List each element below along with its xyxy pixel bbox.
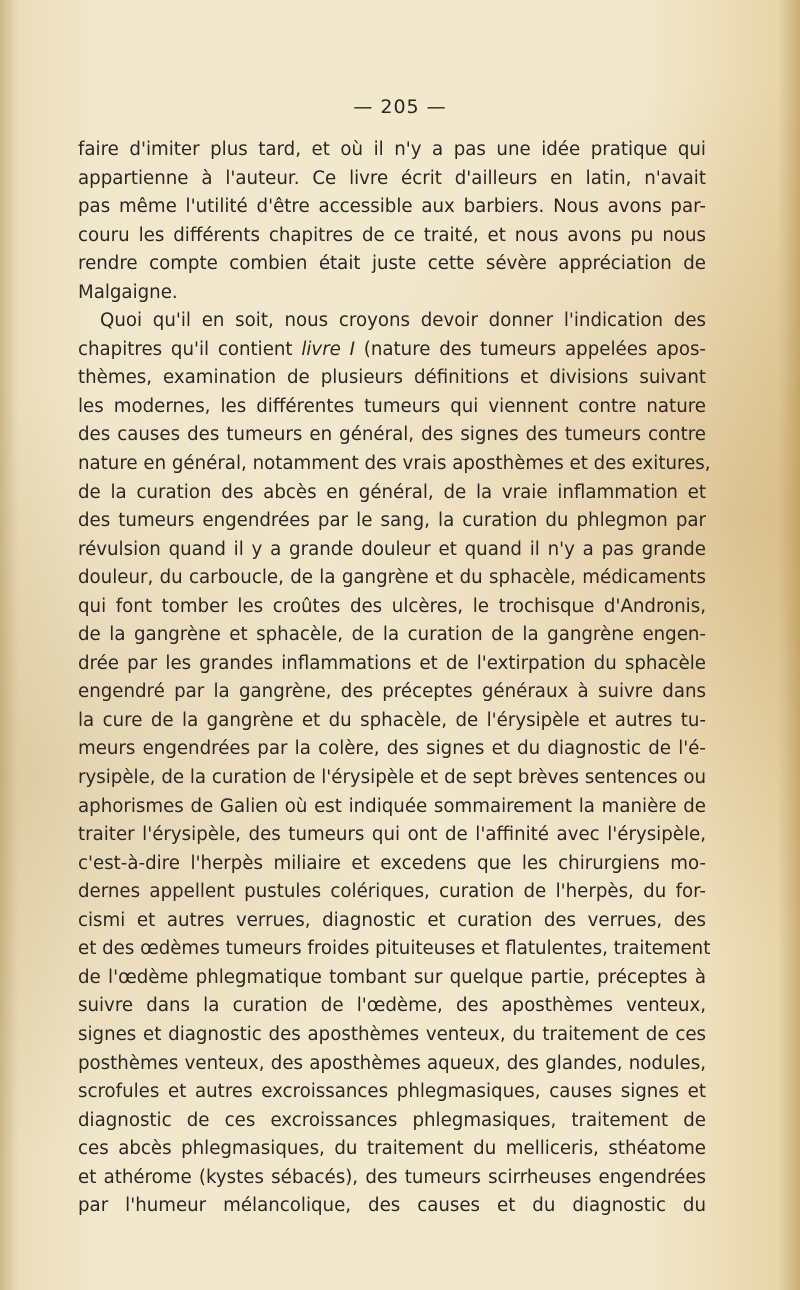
text-line: rysipèle, de la curation de l'érysipèle et de sept brèves sentences ou <box>78 767 706 789</box>
text-line: traiter l'érysipèle, des tumeurs qui ont de l'affinité avec l'érysipèle, <box>78 824 706 846</box>
text-line: et athérome (kystes sébacés), des tumeurs scirrheuses engendrées <box>78 1166 706 1188</box>
text-line: révulsion quand il y a grande douleur et quand il n'y a pas grande <box>78 538 706 560</box>
text-line: de la curation des abcès en général, de la vraie inflammation et <box>78 481 706 503</box>
text-line: aphorismes de Galien où est indiquée sommairement la manière de <box>78 795 706 817</box>
text-line: qui font tomber les croûtes des ulcères, le trochisque d'Andronis, <box>78 595 706 617</box>
text-line: de la gangrène et sphacèle, de la curation de la gangrène engen- <box>78 624 706 646</box>
text-line: scrofules et autres excroissances phlegmasiques, causes signes et <box>78 1081 706 1103</box>
text-line: faire d'imiter plus tard, et où il n'y a pas une idée pratique qui <box>78 139 706 160</box>
text-line: engendré par la gangrène, des préceptes généraux à suivre dans <box>78 681 706 703</box>
text-line: meurs engendrées par la colère, des signes et du diagnostic de l'é- <box>78 738 706 760</box>
text-line: douleur, du carboucle, de la gangrène et du sphacèle, médicaments <box>78 567 706 589</box>
text-line: cismi et autres verrues, diagnostic et curation des verrues, des <box>78 909 706 931</box>
text-segment: (nature des tumeurs appelées apos- <box>355 338 706 360</box>
body-text <box>78 136 711 1221</box>
text-line: Malgaigne. <box>78 281 178 303</box>
text-line: pas même l'utilité d'être accessible aux barbiers. Nous avons par- <box>78 196 706 218</box>
text-line: thèmes, examination de plusieurs définitions et divisions suivant <box>78 367 706 389</box>
text-line: la cure de la gangrène et du sphacèle, de l'érysipèle et autres tu- <box>78 709 706 731</box>
text-line: signes et diagnostic des aposthèmes venteux, du traitement de ces <box>78 1023 706 1045</box>
text-line: couru les différents chapitres de ce traité, et nous avons pu nous <box>78 224 706 246</box>
page-edge-right <box>778 0 800 1290</box>
text-line: et des œdèmes tumeurs froides pituiteuses et flatulentes, traitement <box>78 938 711 960</box>
text-line: nature en général, notamment des vrais aposthèmes et des exitures, <box>78 453 711 475</box>
text-line: appartienne à l'auteur. Ce livre écrit d'ailleurs en latin, n'avait <box>78 167 706 189</box>
text-line: des tumeurs engendrées par le sang, la curation du phlegmon par <box>78 510 706 532</box>
text-line-with-italic <box>78 336 706 365</box>
text-line: posthèmes venteux, des aposthèmes aqueux, des glandes, nodules, <box>78 1052 706 1074</box>
italic-title: livre I <box>301 338 355 360</box>
text-line: les modernes, les différentes tumeurs qui viennent contre nature <box>78 395 706 417</box>
text-line: diagnostic de ces excroissances phlegmasiques, traitement de <box>78 1109 706 1131</box>
text-line: des causes des tumeurs en général, des signes des tumeurs contre <box>78 424 706 446</box>
text-line: ces abcès phlegmasiques, du traitement du melliceris, sthéatome <box>78 1138 706 1160</box>
text-line: suivre dans la curation de l'œdème, des aposthèmes venteux, <box>78 995 706 1017</box>
text-line: par l'humeur mélancolique, des causes et du diagnostic du <box>78 1195 706 1217</box>
text-line: rendre compte combien était juste cette sévère appréciation de <box>78 253 706 275</box>
page-edge-left <box>0 0 18 1290</box>
page-number: — 205 — <box>353 96 447 118</box>
text-line: de l'œdème phlegmatique tombant sur quelque partie, préceptes à <box>78 966 706 988</box>
text-line: dernes appellent pustules colériques, curation de l'herpès, du for- <box>78 881 706 903</box>
text-line: drée par les grandes inflammations et de l'extirpation du sphacèle <box>78 652 706 674</box>
text-segment: chapitres qu'il contient <box>78 338 293 360</box>
text-line: Quoi qu'il en soit, nous croyons devoir donner l'indication des <box>100 310 706 332</box>
text-line: c'est-à-dire l'herpès miliaire et excedens que les chirurgiens mo- <box>78 852 706 874</box>
